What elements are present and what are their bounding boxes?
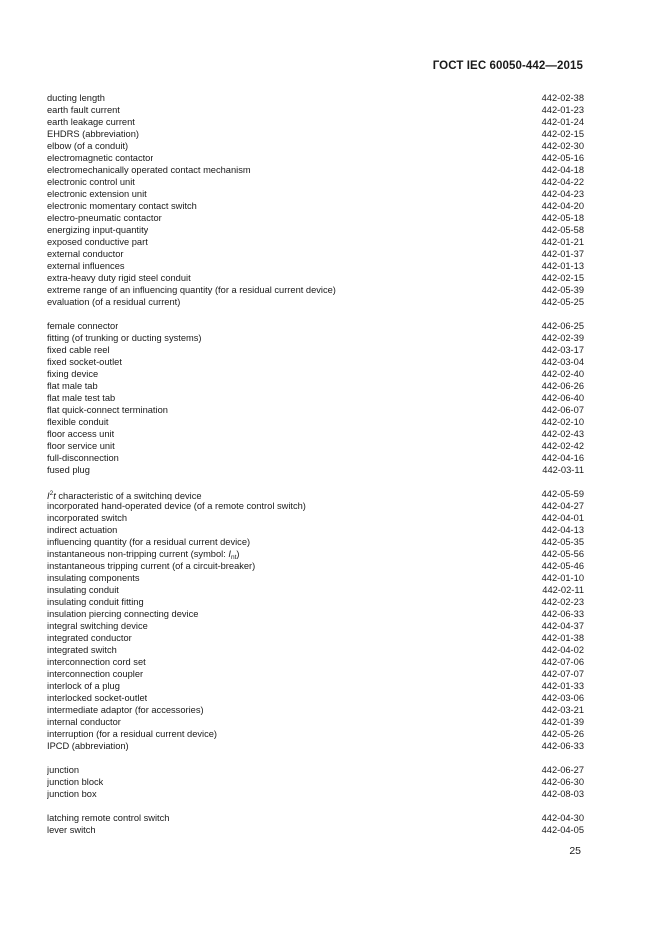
index-term: lever switch — [47, 825, 96, 835]
index-ref: 442-02-43 — [541, 429, 584, 439]
index-term: intermediate adaptor (for accessories) — [47, 705, 204, 715]
index-entry — [47, 656, 584, 668]
index-term: insulating conduit fitting — [47, 597, 144, 607]
index-ref: 442-04-16 — [541, 453, 584, 463]
index-ref: 442-02-42 — [541, 441, 584, 451]
index-entry — [47, 320, 584, 332]
index-ref: 442-03-04 — [541, 357, 584, 367]
index-entry — [47, 368, 584, 380]
index-entry — [47, 296, 584, 308]
index-entry — [47, 464, 584, 476]
index-entry — [47, 560, 584, 572]
index-ref: 442-05-16 — [541, 153, 584, 163]
index-term: floor access unit — [47, 429, 115, 439]
index-entry — [47, 764, 584, 776]
index-group — [47, 812, 584, 836]
index-term: influencing quantity (for a residual current device) — [47, 537, 251, 547]
index-term: instantaneous non-tripping current (symbol: $I_{nt}$) — [47, 549, 240, 560]
index-ref: 442-02-15 — [541, 129, 584, 139]
index-term: external influences — [47, 261, 125, 271]
index-term: IPCD (abbreviation) — [47, 741, 129, 751]
index-term: energizing input-quantity — [47, 225, 149, 235]
index-entry — [47, 224, 584, 236]
index-term: interlock of a plug — [47, 681, 120, 691]
index-term: full-disconnection — [47, 453, 119, 463]
index-entry — [47, 212, 584, 224]
index-entry — [47, 188, 584, 200]
index-entry — [47, 524, 584, 536]
index-ref: 442-05-26 — [541, 729, 584, 739]
index-entry — [47, 812, 584, 824]
term-index — [47, 92, 584, 848]
index-entry — [47, 176, 584, 188]
index-ref: 442-01-13 — [541, 261, 584, 271]
index-group — [47, 320, 584, 476]
index-ref: 442-02-38 — [541, 93, 584, 103]
index-ref: 442-02-11 — [542, 585, 584, 595]
index-ref: 442-03-17 — [541, 345, 584, 355]
index-entry — [47, 488, 584, 500]
index-ref: 442-01-38 — [541, 633, 584, 643]
index-entry — [47, 452, 584, 464]
index-term: junction — [47, 765, 80, 775]
index-entry — [47, 164, 584, 176]
index-ref: 442-05-56 — [541, 549, 584, 559]
index-ref: 442-06-33 — [541, 741, 584, 751]
index-entry — [47, 356, 584, 368]
index-term: ducting length — [47, 93, 105, 103]
index-entry — [47, 404, 584, 416]
index-entry — [47, 716, 584, 728]
index-ref: 442-01-10 — [541, 573, 584, 583]
index-term: female connector — [47, 321, 119, 331]
index-entry — [47, 692, 584, 704]
index-entry — [47, 728, 584, 740]
index-term: interconnection cord set — [47, 657, 146, 667]
index-ref: 442-05-35 — [541, 537, 584, 547]
index-entry — [47, 284, 584, 296]
index-term: flat quick-connect termination — [47, 405, 168, 415]
index-entry — [47, 92, 584, 104]
index-ref: 442-05-18 — [541, 213, 584, 223]
index-entry — [47, 260, 584, 272]
index-entry — [47, 512, 584, 524]
index-term: instantaneous tripping current (of a circuit-breaker) — [47, 561, 256, 571]
index-term: elbow (of a conduit) — [47, 141, 129, 151]
index-term: fixed cable reel — [47, 345, 110, 355]
index-group — [47, 92, 584, 308]
index-ref: 442-01-23 — [541, 105, 584, 115]
index-term: junction box — [47, 789, 97, 799]
index-ref: 442-01-39 — [541, 717, 584, 727]
index-term: electro-pneumatic contactor — [47, 213, 162, 223]
index-term: interlocked socket-outlet — [47, 693, 148, 703]
index-term: flat male tab — [47, 381, 98, 391]
index-term: internal conductor — [47, 717, 121, 727]
index-ref: 442-01-21 — [541, 237, 584, 247]
index-entry — [47, 416, 584, 428]
index-entry — [47, 440, 584, 452]
index-entry — [47, 536, 584, 548]
index-entry — [47, 668, 584, 680]
index-term: integrated conductor — [47, 633, 132, 643]
index-ref: 442-02-23 — [541, 597, 584, 607]
index-entry — [47, 200, 584, 212]
index-ref: 442-03-11 — [542, 465, 584, 475]
index-entry — [47, 680, 584, 692]
index-entry — [47, 104, 584, 116]
index-entry — [47, 596, 584, 608]
index-ref: 442-02-40 — [541, 369, 584, 379]
index-term: junction block — [47, 777, 104, 787]
index-term: incorporated switch — [47, 513, 128, 523]
index-ref: 442-02-30 — [541, 141, 584, 151]
index-term: evaluation (of a residual current) — [47, 297, 181, 307]
index-term: flexible conduit — [47, 417, 109, 427]
index-term: fixing device — [47, 369, 99, 379]
index-term: fused plug — [47, 465, 90, 475]
index-entry — [47, 704, 584, 716]
index-term: flat male test tab — [47, 393, 116, 403]
index-ref: 442-07-06 — [541, 657, 584, 667]
index-term: indirect actuation — [47, 525, 118, 535]
index-ref: 442-04-22 — [541, 177, 584, 187]
index-term: external conductor — [47, 249, 124, 259]
index-ref: 442-04-05 — [541, 825, 584, 835]
index-group — [47, 764, 584, 800]
index-term: latching remote control switch — [47, 813, 170, 823]
index-ref: 442-05-59 — [541, 489, 584, 499]
index-entry — [47, 128, 584, 140]
index-term: fitting (of trunking or ducting systems) — [47, 333, 202, 343]
index-term: earth leakage current — [47, 117, 135, 127]
index-ref: 442-03-21 — [541, 705, 584, 715]
index-entry — [47, 824, 584, 836]
index-term: fixed socket-outlet — [47, 357, 122, 367]
index-ref: 442-04-13 — [541, 525, 584, 535]
index-term: earth fault current — [47, 105, 120, 115]
index-entry — [47, 500, 584, 512]
index-entry — [47, 740, 584, 752]
index-group — [47, 488, 584, 752]
index-entry — [47, 572, 584, 584]
index-term: electromechanically operated contact mechanism — [47, 165, 251, 175]
index-ref: 442-04-30 — [541, 813, 584, 823]
index-term: integral switching device — [47, 621, 148, 631]
index-entry — [47, 116, 584, 128]
index-term: electronic extension unit — [47, 189, 147, 199]
index-ref: 442-01-33 — [541, 681, 584, 691]
index-term: exposed conductive part — [47, 237, 148, 247]
index-ref: 442-05-25 — [541, 297, 584, 307]
index-term: extra-heavy duty rigid steel conduit — [47, 273, 191, 283]
index-entry — [47, 344, 584, 356]
index-term: insulation piercing connecting device — [47, 609, 199, 619]
index-ref: 442-02-15 — [541, 273, 584, 283]
index-entry — [47, 608, 584, 620]
index-entry — [47, 644, 584, 656]
index-ref: 442-04-20 — [541, 201, 584, 211]
index-ref: 442-04-01 — [541, 513, 584, 523]
index-ref: 442-07-07 — [541, 669, 584, 679]
index-ref: 442-06-25 — [541, 321, 584, 331]
index-ref: 442-04-37 — [541, 621, 584, 631]
index-ref: 442-08-03 — [541, 789, 584, 799]
index-term: floor service unit — [47, 441, 115, 451]
index-entry — [47, 272, 584, 284]
index-term: incorporated hand-operated device (of a remote control switch) — [47, 501, 306, 511]
index-term: electromagnetic contactor — [47, 153, 154, 163]
index-entry — [47, 788, 584, 800]
index-ref: 442-05-46 — [541, 561, 584, 571]
index-ref: 442-04-27 — [541, 501, 584, 511]
index-entry — [47, 140, 584, 152]
index-term: $I^2t$ characteristic of a switching device — [47, 490, 202, 500]
document-header: ГОСТ IEC 60050-442—2015 — [432, 60, 583, 72]
index-entry — [47, 236, 584, 248]
index-entry — [47, 632, 584, 644]
index-entry — [47, 428, 584, 440]
index-ref: 442-06-26 — [541, 381, 584, 391]
index-ref: 442-06-27 — [541, 765, 584, 775]
index-term: EHDRS (abbreviation) — [47, 129, 139, 139]
index-entry — [47, 380, 584, 392]
index-ref: 442-01-37 — [541, 249, 584, 259]
index-ref: 442-01-24 — [541, 117, 584, 127]
index-ref: 442-06-33 — [541, 609, 584, 619]
index-ref: 442-04-23 — [541, 189, 584, 199]
index-term: electronic momentary contact switch — [47, 201, 197, 211]
index-entry — [47, 332, 584, 344]
page-number: 25 — [569, 845, 581, 857]
index-term: interconnection coupler — [47, 669, 144, 679]
index-ref: 442-03-06 — [541, 693, 584, 703]
index-entry — [47, 248, 584, 260]
index-entry — [47, 548, 584, 560]
index-ref: 442-04-02 — [541, 645, 584, 655]
index-term: interruption (for a residual current device) — [47, 729, 218, 739]
index-term: extreme range of an influencing quantity (for a residual current device) — [47, 285, 336, 295]
index-entry — [47, 152, 584, 164]
index-ref: 442-04-18 — [541, 165, 584, 175]
index-entry — [47, 620, 584, 632]
index-term: electronic control unit — [47, 177, 135, 187]
index-ref: 442-06-40 — [541, 393, 584, 403]
index-ref: 442-06-07 — [541, 405, 584, 415]
index-ref: 442-05-39 — [541, 285, 584, 295]
index-ref: 442-05-58 — [541, 225, 584, 235]
index-term: integrated switch — [47, 645, 117, 655]
index-term: insulating components — [47, 573, 140, 583]
index-ref: 442-06-30 — [541, 777, 584, 787]
index-ref: 442-02-39 — [541, 333, 584, 343]
index-entry — [47, 776, 584, 788]
index-ref: 442-02-10 — [541, 417, 584, 427]
index-entry — [47, 584, 584, 596]
index-term: insulating conduit — [47, 585, 119, 595]
index-entry — [47, 392, 584, 404]
